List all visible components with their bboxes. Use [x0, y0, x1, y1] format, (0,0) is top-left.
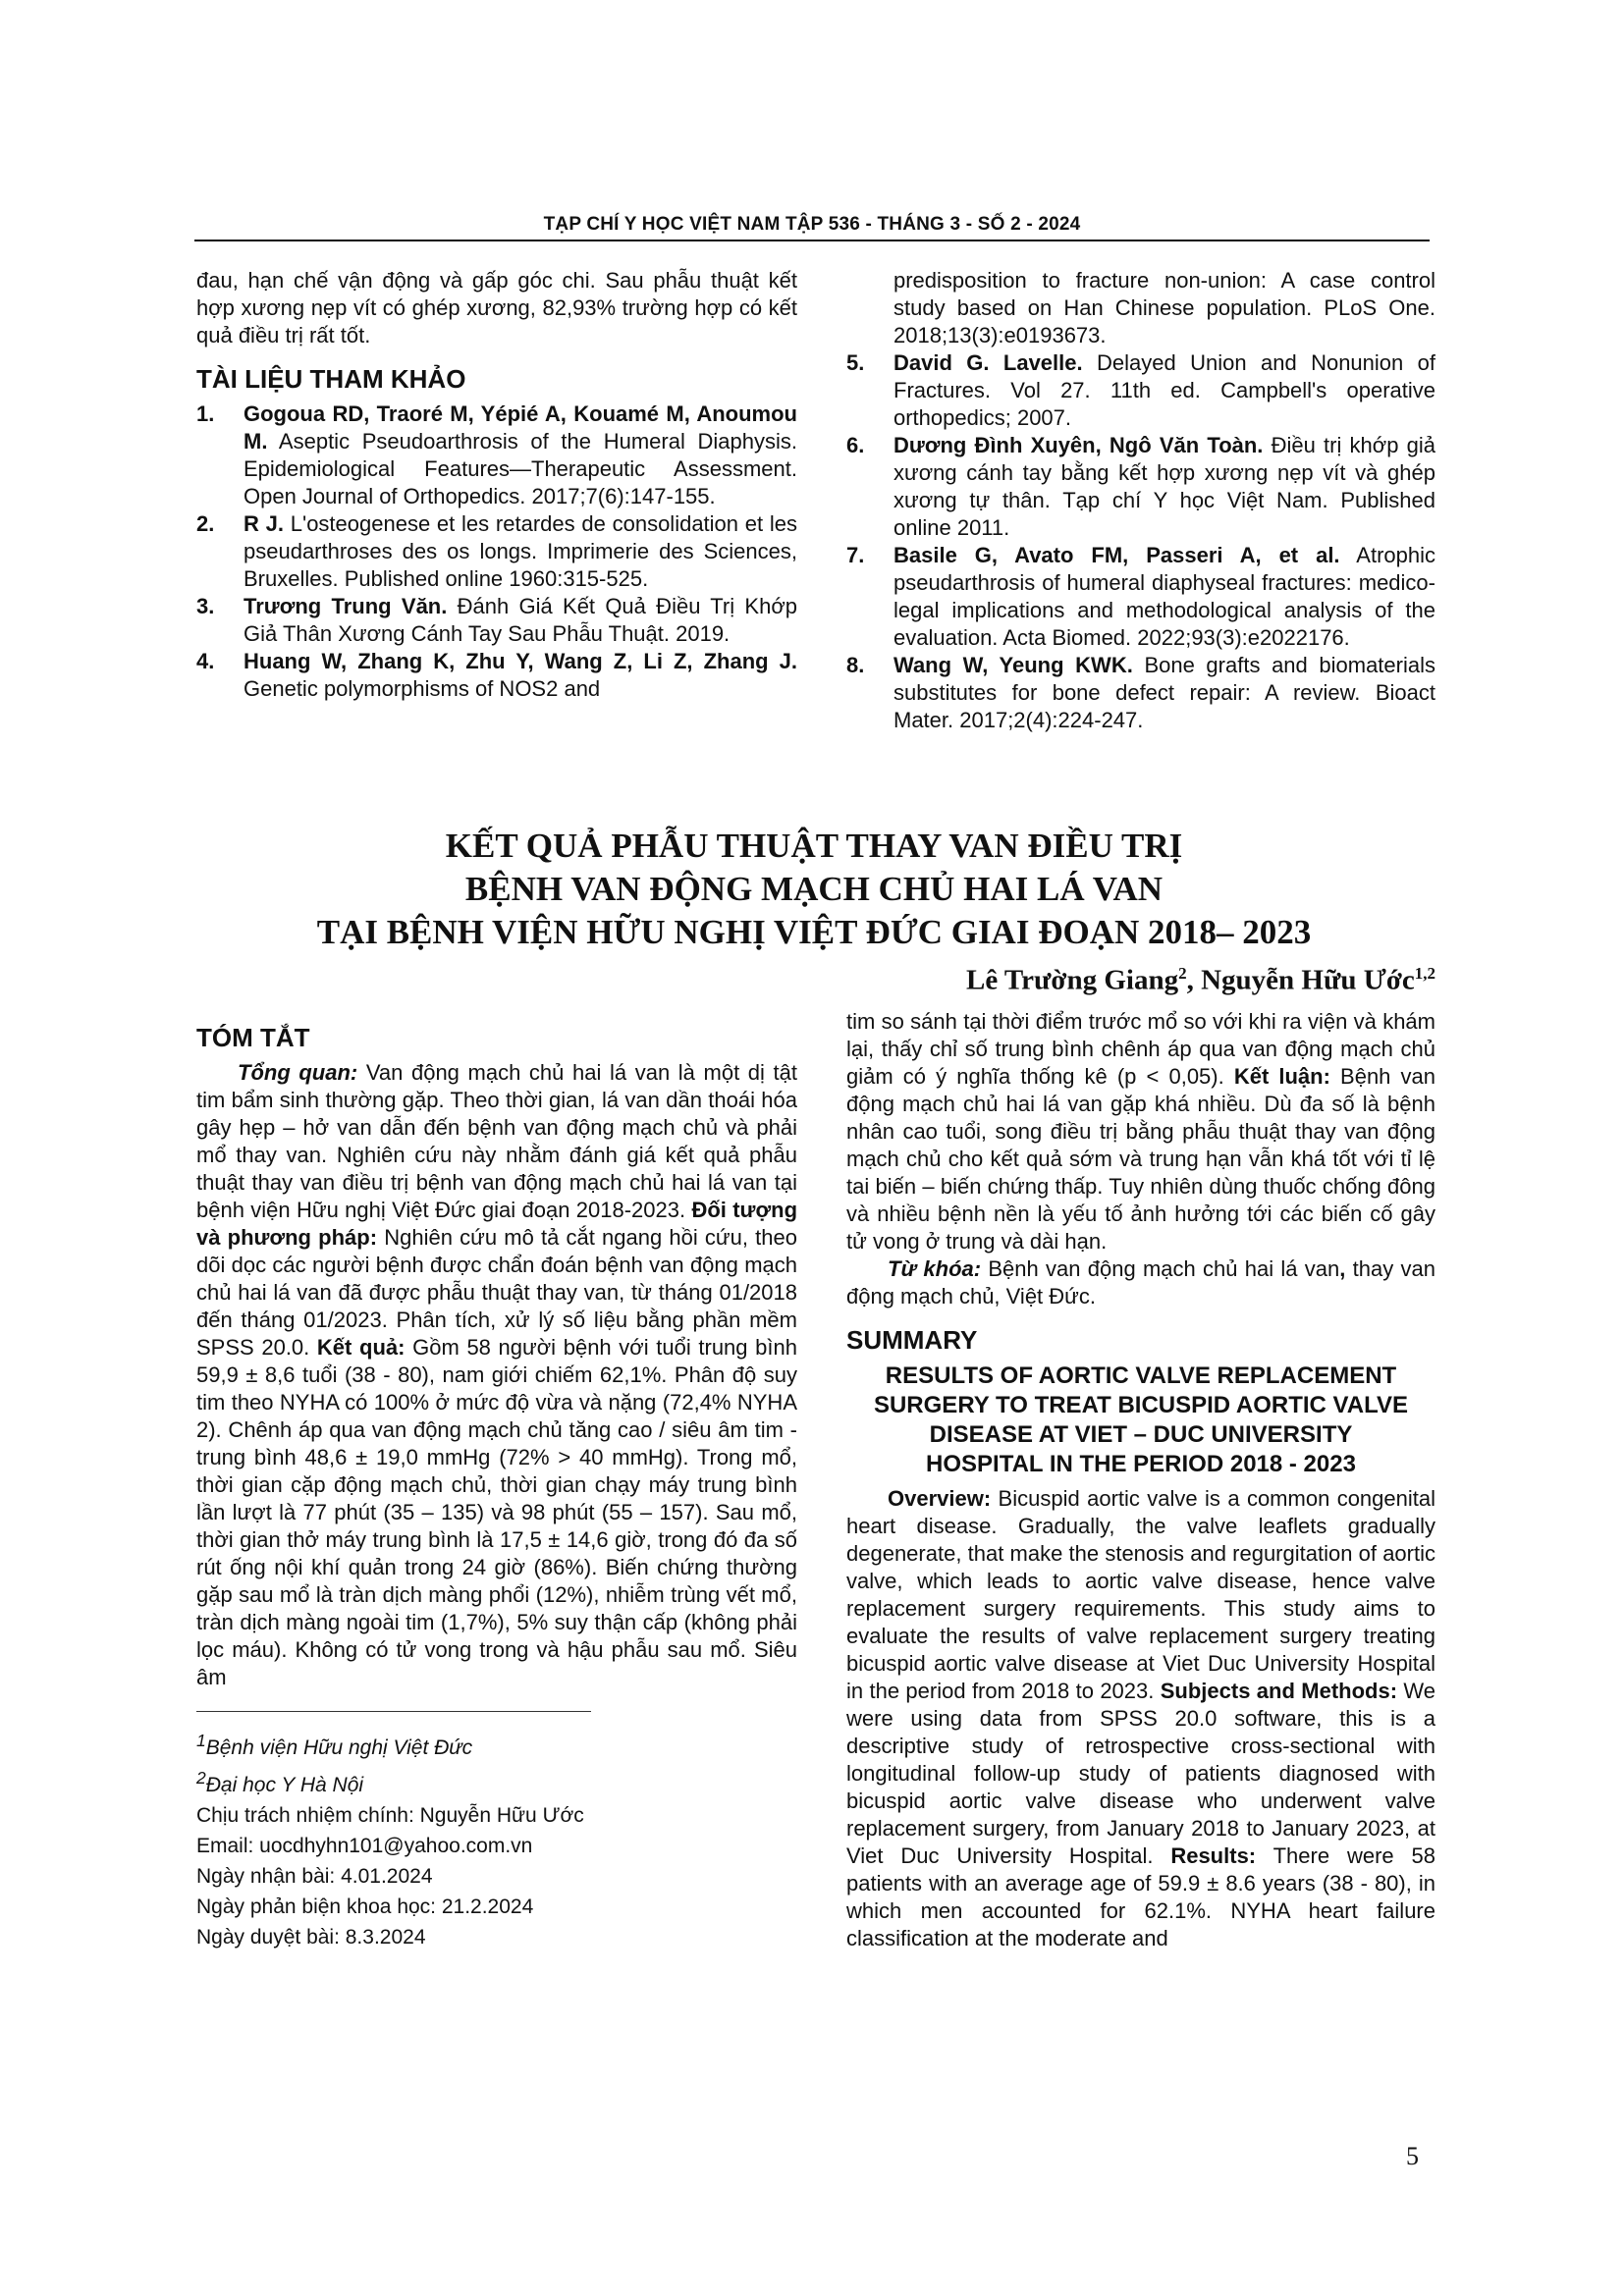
date-received: Ngày nhận bài: 4.01.2024 — [196, 1865, 433, 1888]
footnote-divider — [196, 1711, 591, 1712]
article-title-line: BỆNH VAN ĐỘNG MẠCH CHỦ HAI LÁ VAN — [464, 870, 1164, 908]
reference-item: 3. Trương Trung Văn. Đánh Giá Kết Quả Điều Trị Khớp Giả Thân Xương Cánh Tay Sau Phẫu Thuật. 2019. — [196, 594, 797, 646]
reference-item: 7. Basile G, Avato FM, Passeri A, et al. Atrophic pseudarthrosis of humeral diaphyseal fractures: medico-legal implications and methodological analysis of the evaluation. Acta Biomed. 2022;93(3):e2022176. — [846, 543, 1435, 650]
english-title: RESULTS OF AORTIC VALVE REPLACEMENT SURGERY TO TREAT BICUSPID AORTIC VALVE DISEASE AT VIET – DUC UNIVERSITY HOSPITAL IN THE PERIOD 2018 - 2023 — [873, 1362, 1409, 1477]
corresponding-author: Chịu trách nhiệm chính: Nguyễn Hữu Ước — [196, 1804, 584, 1827]
reference-item: 2. R J. L'osteogenese et les retardes de consolidation et les pseudarthroses des os longs. Imprimerie des Sciences, Bruxelles. Published online 1960:315-525. — [196, 511, 797, 591]
page-number: 5 — [1406, 2142, 1419, 2170]
article-authors: Lê Trường Giang$^2$, Nguyễn Hữu Ước$^{1,2}$ — [965, 964, 1435, 996]
article-title-line: TẠI BỆNH VIỆN HỮU NGHỊ VIỆT ĐỨC GIAI ĐOẠN 2018– 2023 — [316, 913, 1312, 951]
summary-heading: SUMMARY — [846, 1325, 978, 1355]
date-accepted: Ngày duyệt bài: 8.3.2024 — [196, 1926, 426, 1949]
header-rule — [194, 240, 1430, 241]
keywords: Từ khóa: Bệnh van động mạch chủ hai lá van, thay van động mạch chủ, Việt Đức. — [846, 1256, 1435, 1308]
references-list-continued — [846, 267, 1435, 734]
prev-conclusion-tail: đau, hạn chế vận động và gấp góc chi. Sau phẫu thuật kết hợp xương nẹp vít có ghép xương, 82,93% trường hợp có kết quả điều trị rất tốt. — [196, 268, 797, 347]
affiliation-1: $^1$Bệnh viện Hữu nghị Việt Đức — [196, 1731, 473, 1759]
abstract-continuation: tim so sánh tại thời điểm trước mổ so với khi ra viện và khám lại, thấy chỉ số trung bình chênh áp qua van động mạch chủ giảm có ý nghĩa thống kê (p < 0,05). Kết luận: Bệnh van động mạch chủ hai lá van gặp khá nhiều. Dù đa số là bệnh nhân cao tuổi, song điều trị bằng phẫu thuật thay van động mạch chủ cho kết quả sớm và trung hạn vẫn khá tốt với tỉ lệ tai biến – biến chứng thấp. Tuy nhiên dùng thuốc chống đông và nhiều bệnh nền là yếu tố ảnh hưởng tới các biến cố gây tử vong ở trung và dài hạn. — [846, 1009, 1435, 1254]
article-title — [196, 825, 1432, 954]
abstract-text: Tổng quan: Van động mạch chủ hai lá van là một dị tật tim bẩm sinh thường gặp. Theo thời gian, lá van dần thoái hóa gây hẹp – hở van dẫn đến bệnh van động mạch chủ và phải mổ thay van. Nghiên cứu này nhằm đánh giá kết quả phẫu thuật thay van điều trị bệnh van động mạch chủ hai lá van tại bệnh viện Hữu nghị Việt Đức giai đoạn 2018-2023. Đối tượng và phương pháp: Nghiên cứu mô tả cắt ngang hồi cứu, theo dõi dọc các người bệnh được chẩn đoán bệnh van động mạch chủ hai lá van đã được phẫu thuật thay van, từ tháng 01/2018 đến tháng 01/2023. Phân tích, xử lý số liệu bằng phần mềm SPSS 20.0. Kết quả: Gồm 58 người bệnh với tuổi trung bình 59,9 ± 8,6 tuổi (38 - 80), nam giới chiếm 62,1%. Phân độ suy tim theo NYHA có 100% ở mức độ vừa và nặng (72,4% NYHA 2). Chênh áp qua van động mạch chủ tăng cao / siêu âm tim - trung bình 48,6 ± 19,0 mmHg (72% > 40 mmHg). Trong mổ, thời gian cặp động mạch chủ, thời gian chạy máy trung bình lần lượt là 77 phút (35 – 135) và 98 phút (55 – 157). Sau mổ, thời gian thở máy trung bình là 17,5 ± 14,6 giờ, trong đó đa số rút ống nội khí quản trong 24 giờ (86%). Biến chứng thường gặp sau mổ là tràn dịch màng phổi (12%), nhiễm trùng vết mổ, tràn dịch màng ngoài tim (1,7%), 5% suy thận cấp (không phải lọc máu). Không có tử vong trong và hậu phẫu sau mổ. Siêu âm — [196, 1060, 798, 1689]
reference-item: 5. David G. Lavelle. Delayed Union and Nonunion of Fractures. Vol 27. 11th ed. Campbell's operative orthopedics; 2007. — [846, 350, 1435, 430]
affiliation-2: $^2$Đại học Y Hà Nội — [196, 1768, 364, 1796]
prev-article-left-column — [196, 267, 797, 703]
references-list — [196, 400, 797, 703]
running-header: TẠP CHÍ Y HỌC VIỆT NAM TẬP 536 - THÁNG 3 - SỐ 2 - 2024 — [543, 214, 1081, 235]
date-reviewed: Ngày phản biện khoa học: 21.2.2024 — [196, 1896, 534, 1918]
email: Email: uocdhyhn101@yahoo.com.vn — [196, 1835, 533, 1857]
abstract-heading: TÓM TẮT — [196, 1023, 310, 1052]
summary-text: Overview: Bicuspid aortic valve is a common congenital heart disease. Gradually, the valve leaflets gradually degenerate, that make the stenosis and regurgitation of aortic valve, which leads to aortic valve disease, hence valve replacement surgery requirements. This study aims to evaluate the results of valve replacement surgery treating bicuspid aortic valve disease at Viet Duc University Hospital in the period from 2018 to 2023. Subjects and Methods: We were using data from SPSS 20.0 software, this is a descriptive study of retrospective cross-sectional with longitudinal follow-up study of patients diagnosed with bicuspid aortic valve disease who underwent valve replacement surgery, from January 2018 to January 2023, at Viet Duc University Hospital. Results: There were 58 patients with an average age of 59.9 ± 8.6 years (38 - 80), in which men accounted for 62.1%. NYHA heart failure classification at the moderate and — [846, 1486, 1435, 1950]
reference-item: 8. Wang W, Yeung KWK. Bone grafts and biomaterials substitutes for bone defect repair: A review. Bioact Mater. 2017;2(4):224-247. — [846, 653, 1435, 732]
prev-article-right-column — [846, 267, 1435, 734]
reference-item: 6. Dương Đình Xuyên, Ngô Văn Toàn. Điều trị khớp giả xương cánh tay bằng kết hợp xương nẹp vít và ghép xương tự thân. Tạp chí Y học Việt Nam. Published online 2011. — [846, 433, 1435, 540]
reference-continuation: predisposition to fracture non-union: A case control study based on Han Chinese population. PLoS One. 2018;13(3):e0193673. — [893, 268, 1435, 347]
footnotes — [196, 1726, 797, 1952]
reference-item: 1. Gogoua RD, Traoré M, Yépié A, Kouamé M, Anoumou M. Aseptic Pseudoarthrosis of the Humeral Diaphysis. Epidemiological Features—Therapeutic Assessment. Open Journal of Orthopedics. 2017;7(6):147-155. — [196, 401, 797, 508]
article-title-line: KẾT QUẢ PHẪU THUẬT THAY VAN ĐIỀU TRỊ — [445, 827, 1183, 865]
abstract-left-column — [196, 1008, 797, 1952]
reference-item: 4. Huang W, Zhang K, Zhu Y, Wang Z, Li Z, Zhang J. Genetic polymorphisms of NOS2 and — [196, 649, 797, 701]
abstract-right-column — [846, 1008, 1435, 1952]
references-heading: TÀI LIỆU THAM KHẢO — [196, 364, 466, 394]
